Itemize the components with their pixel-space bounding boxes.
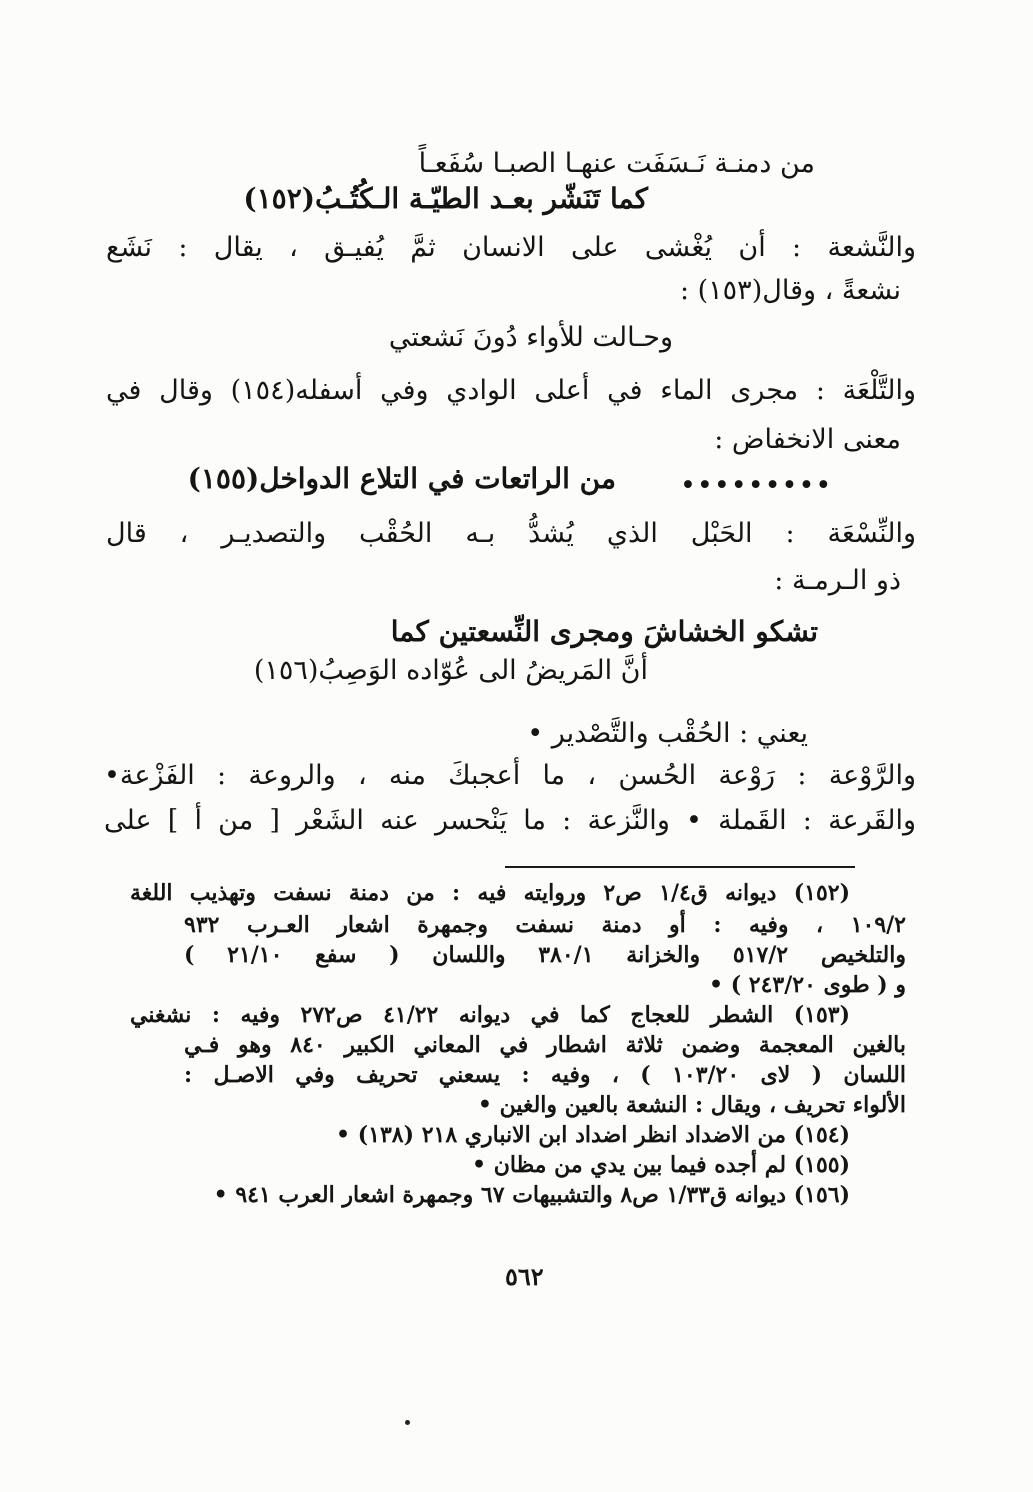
page-number: ٥٦٢ xyxy=(505,1262,544,1291)
footnote-line: و ( طوى ٢٤٣/٢٠ ) • xyxy=(708,972,906,998)
footnote-152: (١٥٢) ديوانه ق١/٤ ص٢ وروايته فيه : من دمنة نسفت وتهذيب اللغة xyxy=(130,880,850,906)
footnote-line: والتلخيص ٥١٧/٢ والخزانة ٣٨٠/١ واللسان ( سفع ٢١/١٠ ) xyxy=(184,942,906,968)
verse-1-hemistich-1: من دمنـة نَـسَفَت عنهـا الصبـا سُفَعـاً xyxy=(418,148,815,179)
verse-3: من الراتعات في التلاع الدواخل(١٥٥) xyxy=(187,462,616,495)
footnote-153: (١٥٣) الشطر للعجاج كما في ديوانه ٤١/٢٢ ص٢٧٢ وفيه : نشغني xyxy=(130,1002,850,1028)
footnote-156: (١٥٦) ديوانه ق١/٣٣ ص٨ والتشبيهات ٦٧ وجمهرة اشعار العرب ٩٤١ • xyxy=(213,1182,850,1208)
verse-1-hemistich-2: كما تَنَشّر بعـد الطيّـة الـكُتُـبُ(١٥٢) xyxy=(243,182,648,215)
verse-2: وحـالت للأواء دُونَ نَشعتي xyxy=(388,322,673,353)
body-line: والرَّوْعة : رَوْعة الحُسن ، ما أعجبكَ منه ، والروعة : الفَزْعة• xyxy=(104,760,916,791)
body-line: نشعةً ، وقال(١٥٣) : xyxy=(679,275,901,306)
body-line: يعني : الحُقْب والتَّصْدير • xyxy=(527,718,808,749)
body-line: ذو الـرمـة : xyxy=(774,565,901,596)
body-line: والنِّسْعَة : الحَبْل الذي يُشدُّ بـه الحُقْب والتصديـر ، قال xyxy=(106,518,916,549)
verse-4-hemistich-1: تشكو الخشاشَ ومجرى النِّسعتين كما xyxy=(390,615,818,648)
body-line: والقَرعة : القَملة • والنَّزعة : ما يَنْحسر عنه الشَعْر [ من أ ] على xyxy=(104,805,916,836)
body-line: والتَّلْعَة : مجرى الماء في أعلى الوادي وفي أسفله(١٥٤) وقال في xyxy=(106,375,916,406)
scan-speck xyxy=(405,1420,410,1425)
footnote-155: (١٥٥) لم أجده فيما بين يدي من مظان • xyxy=(472,1152,850,1178)
verse-3-dots: ••••••••• xyxy=(680,470,833,501)
footnote-154: (١٥٤) من الاضداد انظر اضداد ابن الانباري ٢١٨ (١٣٨) • xyxy=(336,1122,850,1148)
footnote-line: الألواء تحريف ، ويقال : النشعة بالعين والغين • xyxy=(477,1092,906,1118)
verse-4-hemistich-2: أنَّ المَريضُ الى عُوّاده الوَصِبُ(١٥٦) xyxy=(253,655,648,686)
footnote-line: ١٠٩/٢ ، وفيه : أو دمنة نسفت وجمهرة اشعار العـرب ٩٣٢ xyxy=(184,912,906,938)
body-line: والنَّشعة : أن يُغْشى على الانسان ثمَّ يُفيـق ، يقال : نَشَع xyxy=(106,232,916,263)
footnote-separator xyxy=(505,866,855,868)
footnote-line: بالغين المعجمة وضمن ثلاثة اشطار في المعاني الكبير ٨٤٠ وهو فـي xyxy=(184,1032,906,1058)
footnote-line: اللسان ( لاى ١٠٣/٢٠ ) ، وفيه : يسعني تحريف وفي الاصـل : xyxy=(184,1062,906,1088)
body-line: معنى الانخفاض : xyxy=(714,424,901,455)
